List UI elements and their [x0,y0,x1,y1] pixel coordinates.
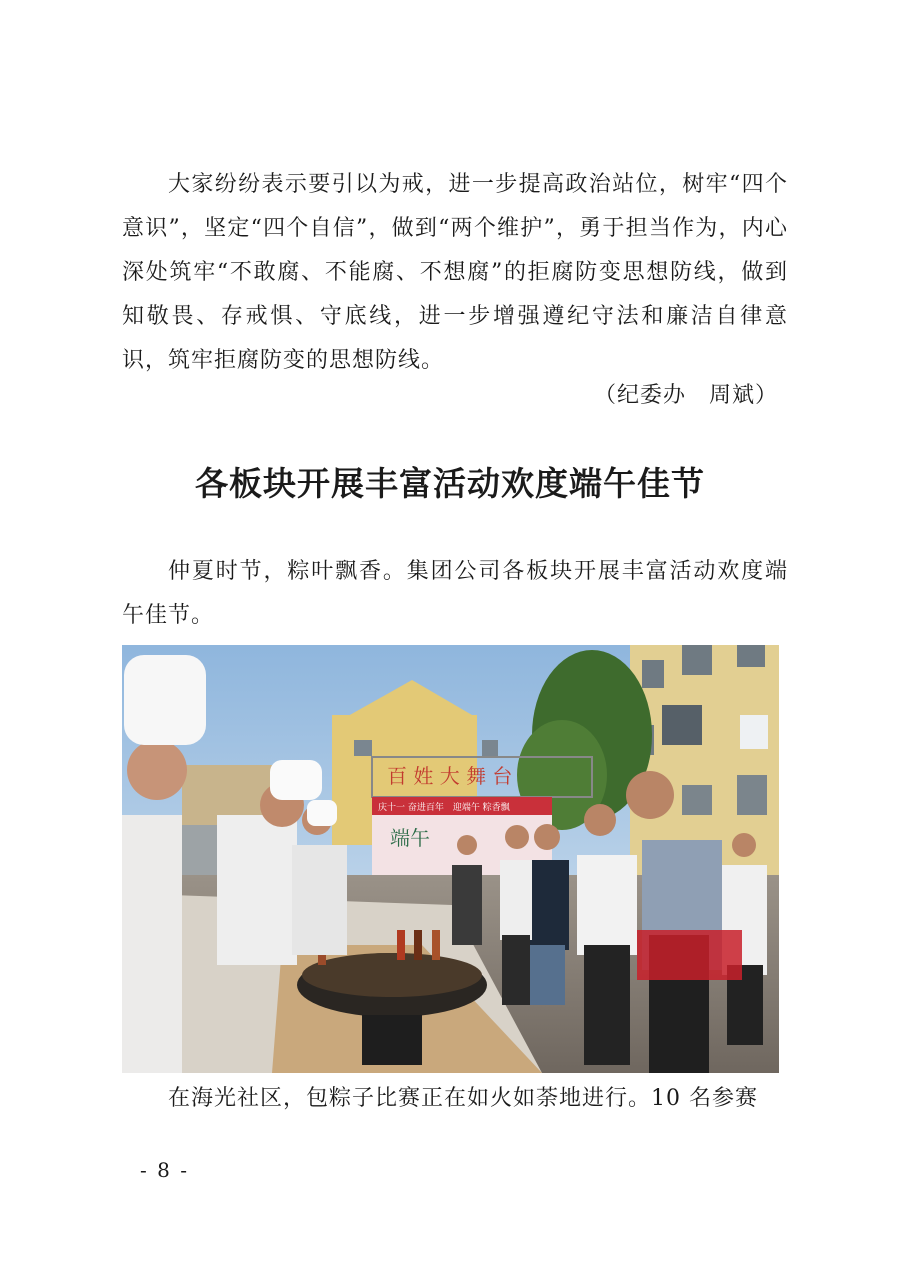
banner-word: 端午 [390,826,430,850]
banner-headline: 庆十一 奋进百年 迎端午 粽香飘 [378,803,510,813]
signature: （纪委办 周斌） [593,383,778,408]
event-photo [122,645,779,1073]
body-paragraph-1: 大家纷纷表示要引以为戒，进一步提高政治站位，树牢“四个意识”，坚定“四个自信”，做到“两个维护”，勇于担当作为，内心深处筑牢“不敢腐、不能腐、不想腐”的拒腐防变思想防线，做到知敬畏、存戒惧、守底线，进一步增强遵纪守法和廉洁自律意识，筑牢拒腐防变的思想防线。 [122,172,788,373]
page-number: - 8 - [140,1158,189,1182]
body-paragraph-3: 在海光社区，包粽子比赛正在如火如荼地进行。10 名参赛 [168,1086,758,1111]
rooftop-sign-text: 百 姓 大 舞 台 [387,764,513,788]
article-title: 各板块开展丰富活动欢度端午佳节 [195,464,705,503]
body-paragraph-2: 仲夏时节，粽叶飘香。集团公司各板块开展丰富活动欢度端午佳节。 [122,559,788,628]
